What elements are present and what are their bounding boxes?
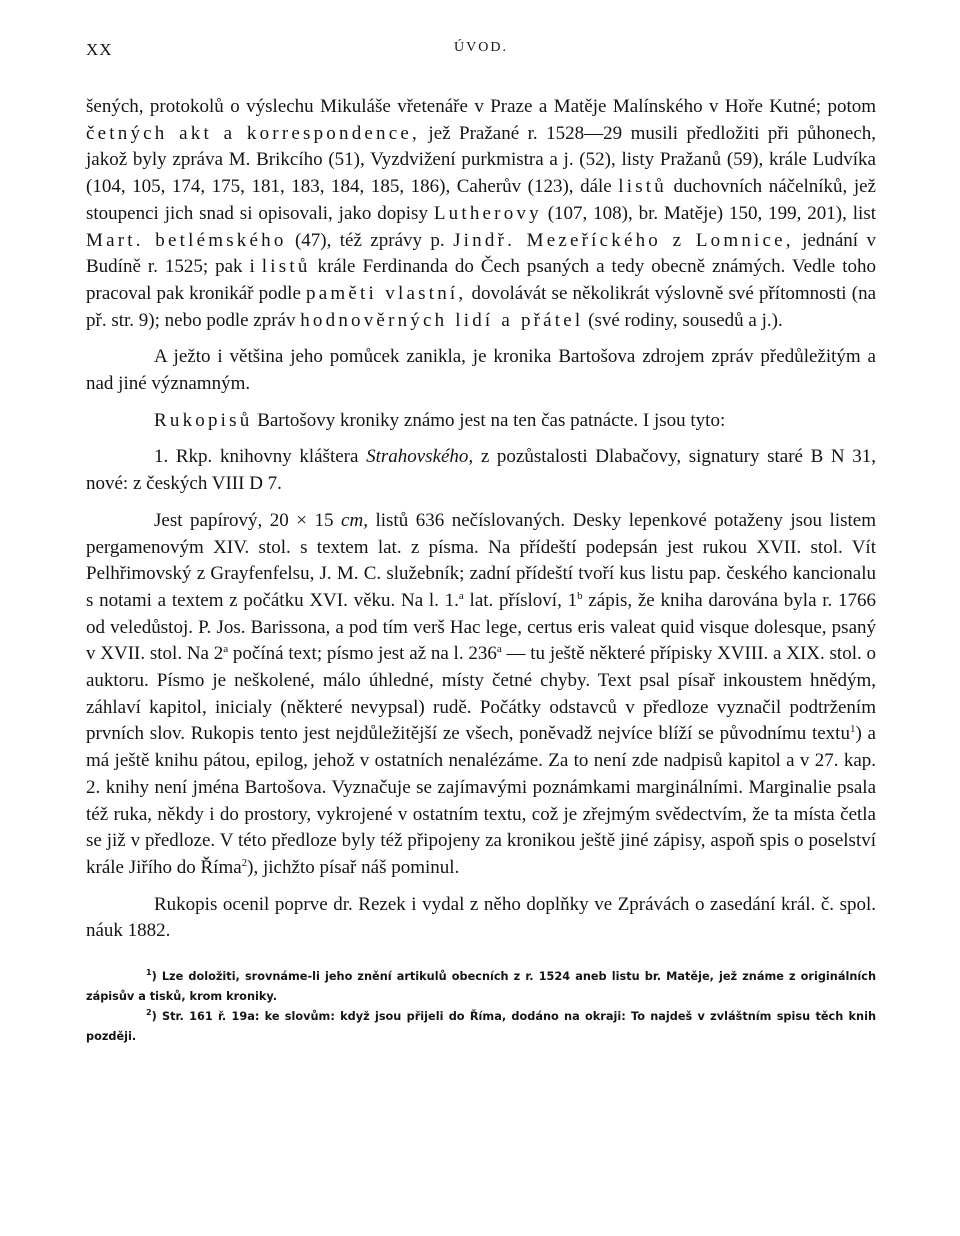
spaced-emphasis: Lutherovy [433, 202, 542, 224]
text-run: Jest papírový, 20 × 15 [154, 509, 342, 531]
footnote-mark: 1 [146, 968, 152, 978]
spaced-emphasis: Mart. betlémského [86, 229, 287, 251]
footnote-1 [86, 967, 876, 1007]
paragraph-5 [86, 508, 876, 882]
text-run: jež Pražané r. 1528—29 musili předložiti při půhonech, jakož byly zpráva M. Brikcího (51), Vyzdvižení purkmistra a j. (52), listy Pražanů (59), krále Ludvíka (104, 105, 174, 175, 181, 183, 184, 185, 186), Caherův (123), dále [86, 122, 876, 198]
main-text [86, 94, 876, 945]
spaced-emphasis: četných akt a korrespondence, [86, 122, 420, 144]
footnote-mark: 2 [146, 1008, 152, 1018]
text-run: zápis, že kniha darována byla r. 1766 od veledůstoj. P. Jos. Barissona, a pod tím verš Hac lege, certus eris valeat quid visque dolesque, psaný v XVII. stol. Na 2 [86, 589, 877, 665]
spaced-emphasis: listů [261, 256, 311, 278]
paragraph-3 [86, 408, 876, 435]
text-run: listů 636 nečíslovaných. Desky lepenkové potaženy jsou listem pergamenovým XIV. stol. s textem lat. z písma. Na přídeští podepsán jest rukou XVII. stol. Vít Pelhřimovský z Grayfenfelsu, J. M. C. služebník; zadní přídeští tvoří kus listu pap. českého kancionalu s notami a textem z počátku XVI. věku. Na l. 1. [86, 509, 876, 611]
paragraph-2: A ježto i většina jeho pomůcek zanikla, je kronika Bartošova zdrojem zpráv předůležitým a nad jiné významným. [86, 346, 876, 395]
superscript: b [577, 589, 583, 602]
text-run: Bartošovy kroniky známo jest na ten čas patnácte. I jsou tyto: [252, 409, 726, 431]
text-run: šených, protokolů o výslechu Mikuláše vřetenáře v Praze a Matěje Malínského v Hoře Kutné; potom [86, 96, 876, 117]
text-run: (47), též zprávy p. [286, 229, 454, 251]
text-run: počíná text; písmo jest až na l. 236 [228, 643, 497, 665]
text-run: lat. přísloví, 1 [463, 589, 578, 611]
spaced-emphasis: hodnověrných lidí a přátel [300, 309, 584, 331]
text-run: — tu ještě některé přípisky XVIII. a XIX. stol. o auktoru. Písmo je neškolené, málo úhledné, místy četné chyby. Text psal písař inkoustem hnědým, záhlaví kapitol, inicialy (některé nevypsal) rudě. Počátky odstavců v předloze vyznačil podtržením prvních slov. Rukopis tento jest nejdůležitější ze všech, poněvadž nejvíce blíží se původnímu textu [86, 643, 877, 745]
text-run: (107, 108), br. Matěje) 150, 199, 201), list [541, 202, 876, 224]
text-run: 1. Rkp. knihovny kláštera [154, 446, 367, 468]
text-run: dovolávát se několikrát výslovně své přítomnosti (na př. str. 9); nebo podle zpráv [86, 282, 877, 331]
spaced-emphasis: paměti vlastní, [306, 282, 467, 304]
footnote-text: ) Lze doložiti, srovnáme-li jeho znění artikulů obecních z r. 1524 aneb listu br. Matěje, jež známe z originálních zápisův a tisků, krom kroniky. [86, 970, 876, 1004]
footnote-2 [86, 1007, 876, 1047]
text-run: duchovních náčelníků, jež stoupenci jich snad si opisovali, jako dopisy [86, 176, 876, 224]
page-number: XX [86, 40, 113, 59]
superscript: a [496, 643, 502, 656]
paragraph-4 [86, 444, 876, 497]
superscript: a [458, 589, 464, 602]
text-run: jednání v Budíně r. 1525; pak i [86, 229, 876, 278]
paragraph-6: Rukopis ocenil poprve dr. Rezek i vydal z něho doplňky ve Zprávách o zasedání král. č. spol. náuk 1882. [86, 893, 876, 942]
footnote-ref: 2 [241, 856, 248, 869]
italic-emphasis: Strahovského, [366, 446, 474, 468]
spaced-emphasis: Jindř. Mezeříckého z Lomnice, [453, 229, 794, 251]
spaced-emphasis: Rukopisů [154, 409, 253, 431]
running-title: ÚVOD. [454, 40, 508, 55]
text-run: ) a má ještě knihu pátou, epilog, jehož v ostatních nenalézáme. Za to není zde nadpisů kapitol a v 27. kap. 2. knihy není jména Bartošova. Vyznačuje se zajímavými poznámkami marginálními. Marginalie psala též ruka, někdy i do prostory, vykrojené v ostatním textu, což je zřejmým svědectvím, že ta místa četla se již v předloze. V této předloze byly též připojeny za kronikou ještě jiné zápisy, aspoň spis o poselství krále Jiřího do Říma [86, 723, 876, 878]
text-run: (své rodiny, sousedů a j.). [583, 309, 783, 331]
text-run: ), jichžto písař náš pominul. [247, 856, 460, 878]
footnote-text: ) Str. 161 ř. 19a: ke slovům: když jsou přijeli do Říma, dodáno na okraji: To najdeš v zvláštním spisu těch knih později. [86, 1010, 876, 1044]
superscript: a [223, 643, 229, 656]
footnote-ref: 1 [849, 723, 856, 736]
page-header [86, 40, 876, 66]
italic-emphasis: cm, [341, 509, 368, 531]
spaced-emphasis: listů [618, 176, 667, 198]
text-run: krále Ferdinanda do Čech psaných a tedy obecně známých. Vedle toho pracoval pak kronikář podle [86, 256, 876, 304]
text-run: z pozůstalosti Dlabačovy, signatury staré B N 31, nové: z českých VIII D 7. [86, 446, 876, 495]
footnotes [86, 967, 876, 1047]
paragraph-1 [86, 94, 876, 334]
